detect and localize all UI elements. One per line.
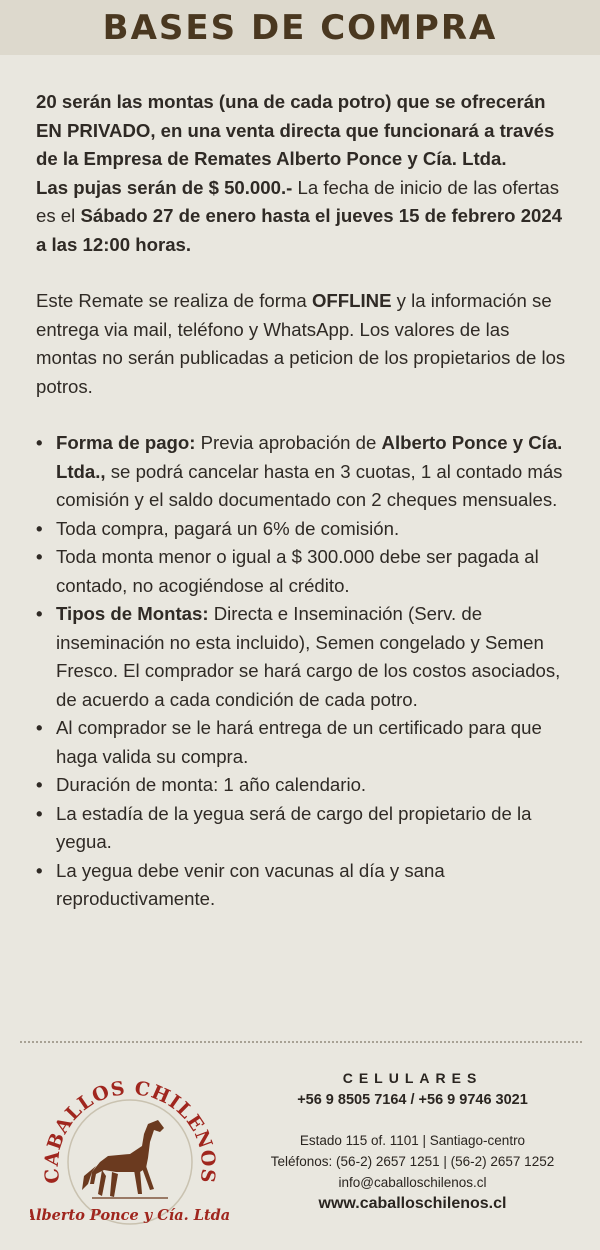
phone-numbers: Teléfonos: (56-2) 2657 1251 | (56-2) 2657 1252 [270,1154,555,1169]
logo-signature: Alberto Ponce y Cía. Ltda. [30,1207,230,1224]
list-item-payment [36,429,566,515]
mobile-numbers: +56 9 8505 7164 / +56 9 9746 3021 [297,1092,528,1108]
list-item-duration: • Duración de monta: 1 año calendario. [36,771,566,800]
website-link[interactable]: www.caballoschilenos.cl [318,1195,507,1212]
offer-start-text: La fecha de inicio de las ofertas es el [36,176,560,226]
address-text: Estado 115 of. 1101 | Santiago-centro [299,1133,526,1148]
types-text: Directa e Inseminación (Serv. de inseminación no esta incluido), Semen congelado y Semen Fresco. El comprador se hará cargo de los costos asociados, de acuerdo a cada condición de cada potro. [56,603,561,710]
list-item-vaccines: • La yegua debe venir con vacunas al día y sana reproductivamente. [36,857,566,914]
list-item-stay: • La estadía de la yegua será de cargo del propietario de la yegua. [36,800,566,857]
celulares-title: CELULARES [342,1070,483,1086]
logo-graphic [30,1072,230,1237]
main-content [36,88,566,914]
logo-arc-text: CABALLOS CHILENOS [40,1077,220,1185]
list-item-commission: • Toda compra, pagará un 6% de comisión. [36,515,566,544]
intro-paragraph [36,88,566,259]
dotted-divider [20,1041,582,1043]
email-link[interactable]: info@caballoschilenos.cl [338,1175,487,1190]
conditions-list [36,429,566,914]
payment-label: Forma de pago: [56,432,196,453]
payment-company: Alberto Ponce y Cía. Ltda., [56,432,563,482]
offline-text-end: y la información se entrega via mail, teléfono y WhatsApp. Los valores de las montas no serán publicadas a peticion de los propietarios de los potros. [36,290,566,397]
payment-text-2: se podrá cancelar hasta en 3 cuotas, 1 al contado más comisión y el saldo documentado con 2 cheques mensuales. [56,460,563,510]
offline-text-start: Este Remate se realiza de forma [36,290,312,311]
list-item-certificate: • Al comprador se le hará entrega de un certificado para que haga valida su compra. [36,714,566,771]
page-title: BASES DE COMPRA [102,7,498,48]
contact-block [240,1070,585,1213]
payment-text-1: Previa aprobación de [195,432,382,453]
offline-bold: OFFLINE [311,290,392,311]
bid-amount-text: Las pujas serán de $ 50.000.- [36,176,293,198]
offer-dates-text: Sábado 27 de enero hasta el jueves 15 de febrero 2024 a las 12:00 horas. [36,205,563,255]
types-label: Tipos de Montas: [56,603,209,624]
list-item-cash: • Toda monta menor o igual a $ 300.000 debe ser pagada al contado, no acogiéndose al crédito. [36,543,566,600]
intro-bold-text: 20 serán las montas (una de cada potro) que se ofrecerán EN PRIVADO, en una venta directa que funcionará a través de la Empresa de Remates Alberto Ponce y Cía. Ltda. [36,91,555,169]
offline-paragraph [36,287,566,401]
caballos-chilenos-logo [30,1072,230,1237]
header-banner [0,0,600,55]
horse-icon [82,1120,164,1197]
list-item-types [36,600,566,714]
